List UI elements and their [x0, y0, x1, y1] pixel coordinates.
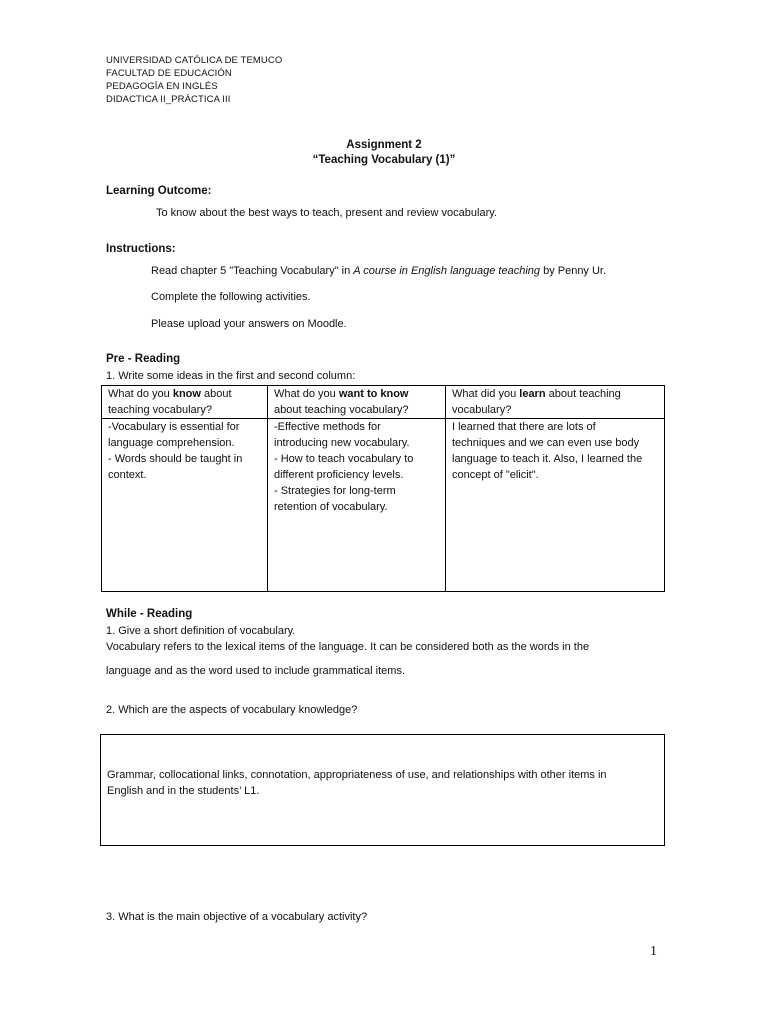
cell-line: language comprehension. — [108, 437, 235, 449]
cell-line: - How to teach vocabulary to — [274, 453, 414, 465]
header-university: UNIVERSIDAD CATÓLICA DE TEMUCO — [106, 55, 283, 66]
want-to-know-cell — [268, 419, 446, 592]
answer-2-line-2: English and in the students’ L1. — [107, 785, 260, 797]
answer-1-line-2: language and as the word used to include grammatical items. — [106, 665, 406, 677]
instruction-item-2 — [0, 291, 768, 307]
learning-outcome-heading: Learning Outcome: — [106, 185, 212, 197]
header-text: about teaching vocabulary? — [274, 404, 409, 416]
header-text: What do you — [108, 388, 173, 400]
book-title: A course in English language teaching — [353, 265, 541, 277]
while-reading-heading: While - Reading — [106, 608, 193, 620]
table-row — [102, 419, 665, 592]
instruction-item-3 — [0, 318, 768, 334]
assignment-title: “Teaching Vocabulary (1)” — [312, 154, 456, 166]
instructions-heading: Instructions: — [106, 243, 176, 255]
instruction-item-1 — [0, 265, 768, 281]
table-header-row — [102, 386, 665, 419]
answer-2-box — [100, 734, 665, 846]
pre-reading-heading: Pre - Reading — [106, 353, 181, 365]
cell-line: different proficiency levels. — [274, 469, 404, 481]
ideas-table — [101, 385, 665, 592]
answer-2-line-1: Grammar, collocational links, connotation, appropriateness of use, and relationships with other items in — [107, 769, 607, 781]
cell-line: -Vocabulary is essential for — [108, 421, 240, 433]
learn-cell — [446, 419, 665, 592]
learning-outcome-text: To know about the best ways to teach, present and review vocabulary. — [156, 207, 497, 219]
header-course: DIDACTICA II_PRÁCTICA III — [106, 94, 231, 105]
header-text: What do you — [274, 388, 339, 400]
header-bold: want to know — [338, 388, 409, 400]
cell-line: retention of vocabulary. — [274, 501, 388, 513]
column-header-learn — [446, 386, 665, 419]
instruction-1-part-a: Read chapter 5 "Teaching Vocabulary" in — [151, 265, 354, 277]
header-text: about teaching vocabulary? — [108, 388, 232, 416]
cell-line: context. — [108, 469, 147, 481]
cell-line: language to teach it. Also, I learned the — [452, 453, 643, 465]
instruction-1-part-b: by Penny Ur. — [540, 265, 607, 277]
header-bold: know — [172, 388, 201, 400]
header-text: What did you — [452, 388, 520, 400]
answer-2-text — [107, 767, 657, 799]
instruction-text-3: Please upload your answers on Moodle. — [151, 318, 347, 330]
cell-line: concept of "elicit". — [452, 469, 539, 481]
page-number: 1 — [650, 944, 657, 959]
pre-reading-prompt: 1. Write some ideas in the first and second column: — [106, 370, 356, 382]
instruction-text-2: Complete the following activities. — [151, 291, 311, 303]
question-2: 2. Which are the aspects of vocabulary knowledge? — [106, 704, 358, 716]
cell-line: - Strategies for long-term — [274, 485, 396, 497]
cell-line: - Words should be taught in — [108, 453, 243, 465]
cell-line: techniques and we can even use body — [452, 437, 640, 449]
cell-line: -Effective methods for — [274, 421, 381, 433]
header-bold: learn — [519, 388, 546, 400]
question-1: 1. Give a short definition of vocabulary. — [106, 625, 296, 637]
column-header-know — [102, 386, 268, 419]
cell-line: introducing new vocabulary. — [274, 437, 410, 449]
question-3: 3. What is the main objective of a vocabulary activity? — [106, 911, 368, 923]
learning-outcome-item — [0, 207, 768, 223]
column-header-want-to-know — [268, 386, 446, 419]
header-text: about teaching vocabulary? — [452, 388, 621, 416]
cell-line: I learned that there are lots of — [452, 421, 596, 433]
header-program: PEDAGOGÍA EN INGLÉS — [106, 81, 218, 92]
know-cell — [102, 419, 268, 592]
answer-1-line-1: Vocabulary refers to the lexical items of the language. It can be considered both as the words in the — [106, 641, 590, 653]
header-faculty: FACULTAD DE EDUCACIÓN — [106, 68, 232, 79]
instruction-text-1 — [151, 265, 606, 277]
assignment-number: Assignment 2 — [346, 139, 422, 151]
